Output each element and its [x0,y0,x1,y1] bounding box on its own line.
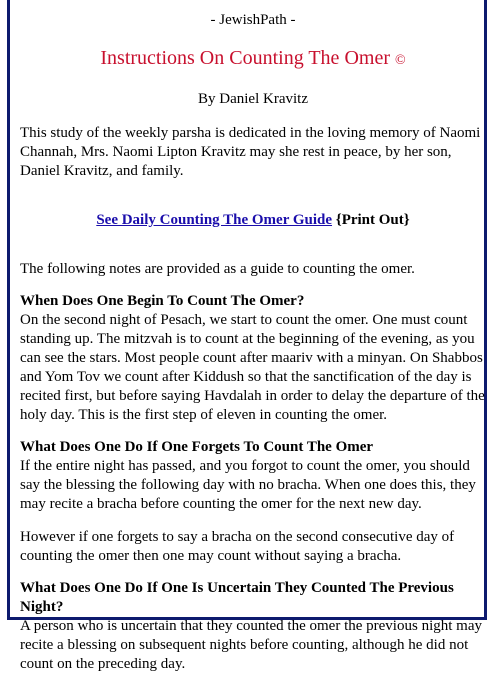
article-content [20,10,486,674]
site-label: - JewishPath - [210,12,296,28]
section-when-begin [20,292,486,425]
dedication-text: This study of the weekly parsha is dedicated in the loving memory of Naomi Channah, Mrs. Naomi Lipton Kravitz may she rest in peace, by her son, Daniel Kravitz, and family. [20,125,481,179]
section-paragraph: However if one forgets to say a bracha on the second consecutive day of counting the omer then one may count without saying a bracha. [20,529,455,564]
copyright-icon: © [394,53,406,68]
section-uncertain [20,579,486,674]
page-title [20,45,486,74]
guide-line [20,210,486,230]
section-heading: What Does One Do If One Forgets To Count The Omer [20,439,374,455]
intro-text: The following notes are provided as a guide to counting the omer. [20,261,415,277]
section-paragraph: On the second night of Pesach, we start to count the omer. One must count standing up. The mitzvah is to count at the beginning of the evening, as you can see the stars. Most people count after maariv with a minyan. On Shabbos and Yom Tov we count after Kiddush so that the sanctification of the day is recited first, but before saying Havdalah in order to delay the departure of the holy day. This is the first step of eleven in counting the omer. [20,312,485,423]
section-paragraph: If the entire night has passed, and you forgot to count the omer, you should say the blessing the following day with no bracha. When one does this, they may recite a bracha before counting the omer for the next new day. [20,458,476,512]
byline: By Daniel Kravitz [198,91,308,107]
print-out-label: {Print Out} [335,212,410,228]
section-paragraph: A person who is uncertain that they counted the omer the previous night may recite a blessing on subsequent nights before counting, although he did not count on the preceding day. [20,618,482,672]
title-text: Instructions On Counting The Omer [100,47,390,69]
section-forgets [20,438,486,566]
section-heading: When Does One Begin To Count The Omer? [20,293,305,309]
section-heading: What Does One Do If One Is Uncertain They Counted The Previous Night? [20,580,454,615]
daily-guide-link[interactable]: See Daily Counting The Omer Guide [96,212,333,228]
